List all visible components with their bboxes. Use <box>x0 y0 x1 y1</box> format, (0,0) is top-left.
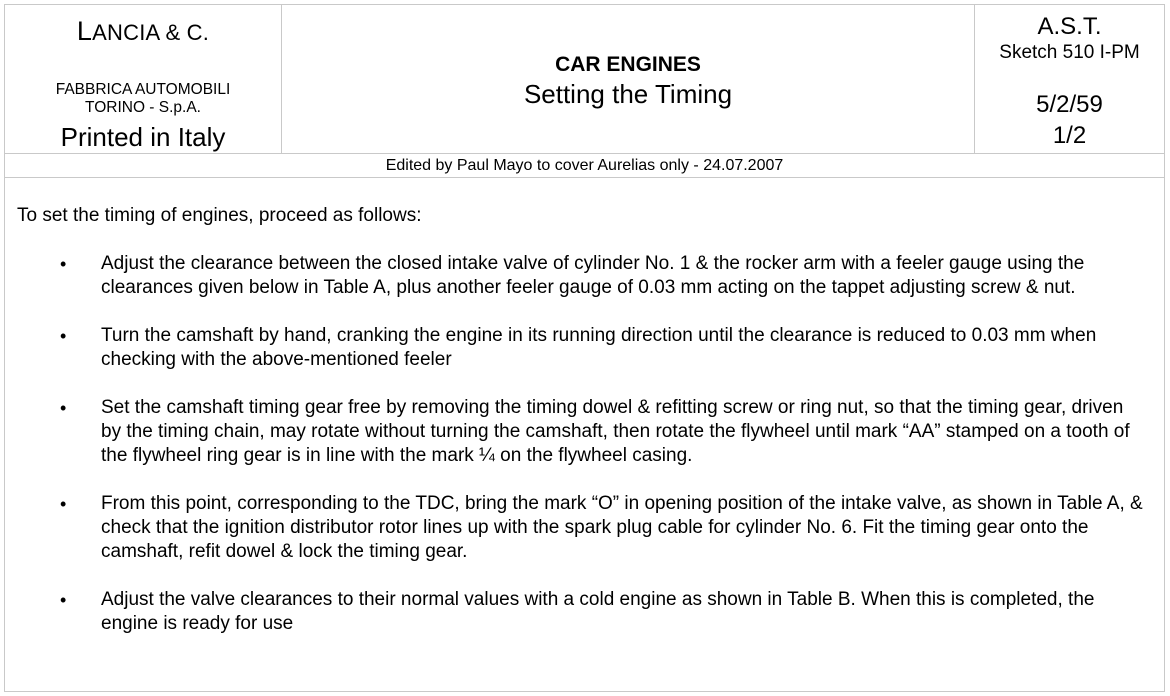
document-title: CAR ENGINES <box>555 53 701 76</box>
document-header <box>5 5 1164 154</box>
intro-text: To set the timing of engines, proceed as follows: <box>17 205 422 226</box>
list-item <box>17 396 1152 468</box>
document <box>4 4 1165 692</box>
company-name <box>5 16 281 47</box>
printed-in-italy: Printed in Italy <box>60 122 226 152</box>
page-number: 1/2 <box>1052 122 1087 149</box>
reference-cell <box>975 5 1164 153</box>
bullet: • <box>60 254 67 274</box>
steps-list <box>17 252 1152 636</box>
step-text: Turn the camshaft by hand, cranking the engine in its running direction until the clearance is reduced to 0.03 mm when checking with the above-mentioned feeler <box>101 325 1097 370</box>
list-item <box>17 252 1152 300</box>
company-initial: L <box>76 16 93 46</box>
title-cell <box>282 5 975 153</box>
sketch-reference: Sketch 510 I-PM <box>999 42 1140 63</box>
fabbrica-line-2: TORINO - S.p.A. <box>85 99 201 116</box>
bullet: • <box>60 494 67 514</box>
list-item <box>17 588 1152 636</box>
document-body <box>5 178 1164 636</box>
list-item <box>17 324 1152 372</box>
company-rest: ANCIA & C. <box>92 20 210 45</box>
step-text: Adjust the valve clearances to their normal values with a cold engine as shown in Table B. When this is completed, the engine is ready for use <box>101 589 1095 634</box>
bullet: • <box>60 326 67 346</box>
document-subtitle: Setting the Timing <box>523 79 733 109</box>
company-subtitle <box>5 81 281 117</box>
ast-label: A.S.T. <box>1037 13 1102 40</box>
step-text: Adjust the clearance between the closed intake valve of cylinder No. 1 & the rocker arm with a feeler gauge using the clearances given below in Table A, plus another feeler gauge of 0.03 mm acting on the tappet adjusting screw & nut. <box>101 253 1085 298</box>
fabbrica-line-1: FABBRICA AUTOMOBILI <box>55 81 231 98</box>
document-date: 5/2/59 <box>1036 91 1103 118</box>
bullet: • <box>60 398 67 418</box>
bullet: • <box>60 590 67 610</box>
step-text: From this point, corresponding to the TDC, bring the mark “O” in opening position of the intake valve, as shown in Table A, & check that the ignition distributor rotor lines up with the spark plug cable for cylinder No. 6. Fit the timing gear onto the camshaft, refit dowel & lock the timing gear. <box>101 493 1143 562</box>
edited-note: Edited by Paul Mayo to cover Aurelias only - 24.07.2007 <box>5 154 1164 178</box>
step-text: Set the camshaft timing gear free by removing the timing dowel & refitting screw or ring nut, so that the timing gear, driven by the timing chain, may rotate without turning the camshaft, then rotate the flywheel until mark “AA” stamped on a tooth of the flywheel ring gear is in line with the mark ¼ on the flywheel casing. <box>101 397 1130 466</box>
list-item <box>17 492 1152 564</box>
company-cell <box>5 5 282 153</box>
